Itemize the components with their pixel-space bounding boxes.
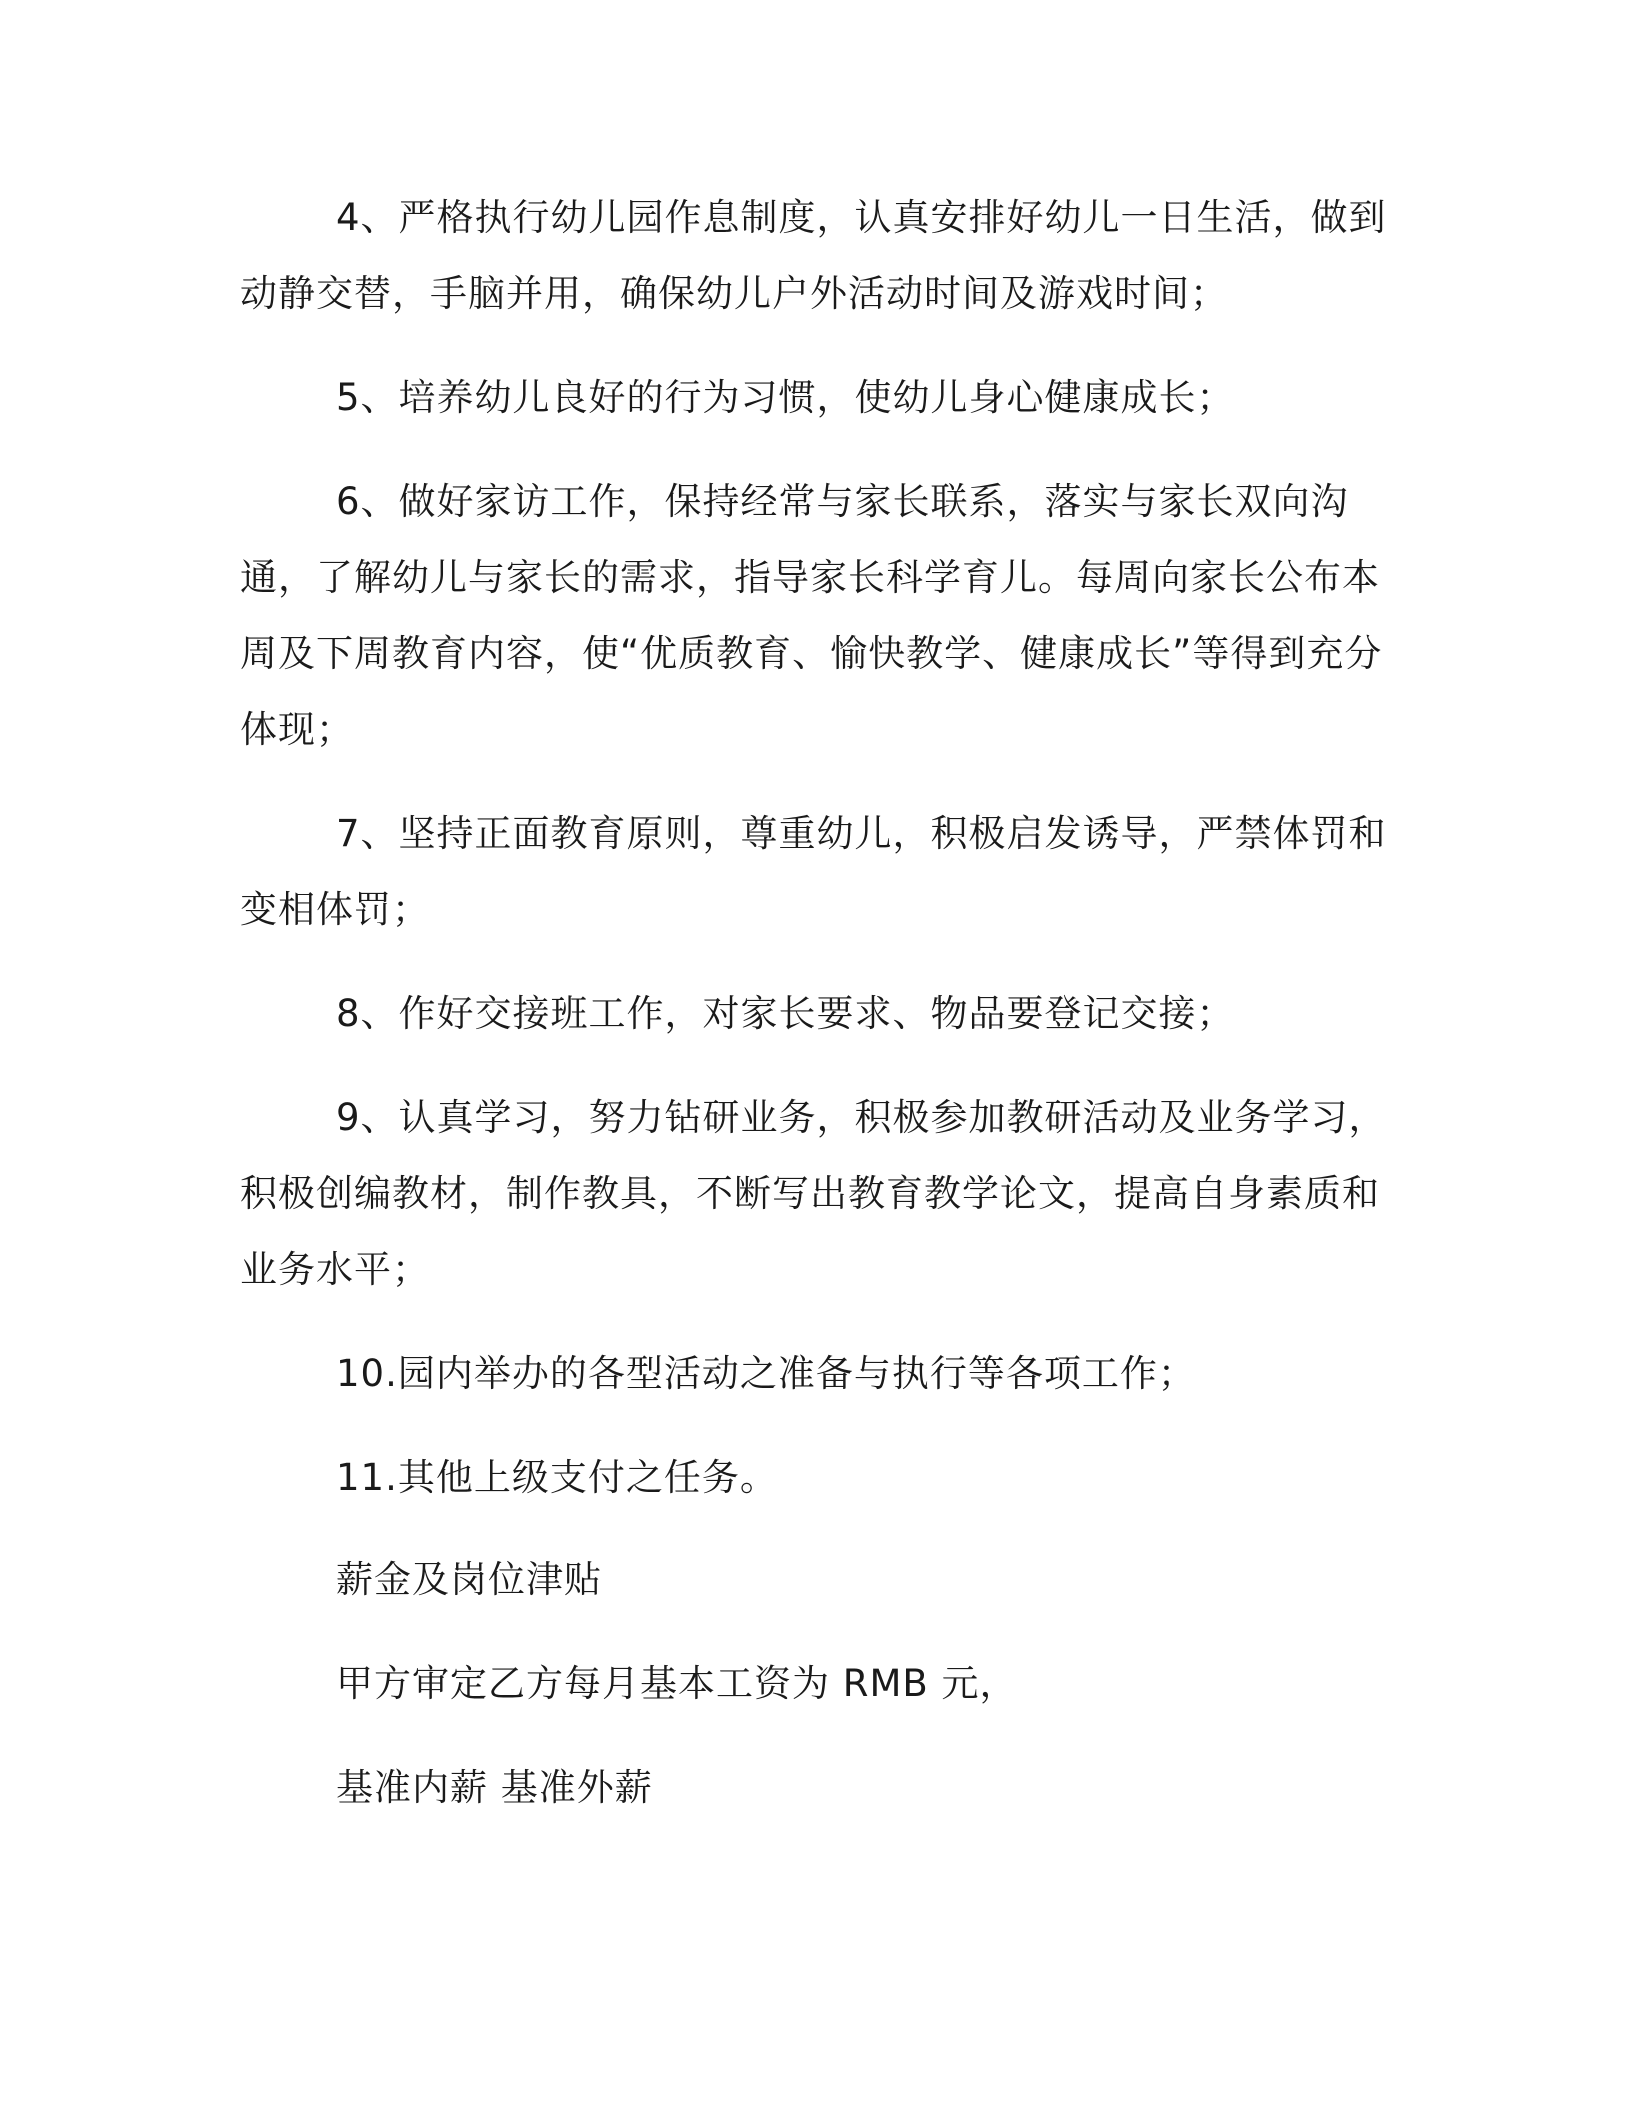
paragraph-item-6: 6、做好家访工作，保持经常与家长联系，落实与家长双向沟通，了解幼儿与家长的需求，指导家长科学育儿。每周向家长公布本周及下周教育内容，使“优质教育、愉快教学、健康成长”等得到充分体现； <box>240 480 1383 751</box>
paragraph-item-9: 9、认真学习，努力钻研业务，积极参加教研活动及业务学习，积极创编教材，制作教具，不断写出教育教学论文，提高自身素质和业务水平； <box>240 1096 1387 1291</box>
paragraph-item-11: 11.其他上级支付之任务。 <box>336 1456 778 1499</box>
paragraph-base-salary: 甲方审定乙方每月基本工资为 RMB 元， <box>336 1662 1018 1705</box>
paragraph-salary-types: 基准内薪 基准外薪 <box>336 1766 653 1809</box>
paragraph-item-7: 7、坚持正面教育原则，尊重幼儿，积极启发诱导，严禁体罚和变相体罚； <box>240 812 1387 931</box>
paragraph-item-8: 8、作好交接班工作，对家长要求、物品要登记交接； <box>336 992 1235 1035</box>
paragraph-item-5: 5、培养幼儿良好的行为习惯，使幼儿身心健康成长； <box>336 376 1235 419</box>
section-heading-salary: 薪金及岗位津贴 <box>336 1558 602 1601</box>
paragraph-item-10: 10.园内举办的各型活动之准备与执行等各项工作； <box>336 1352 1196 1395</box>
paragraph-item-4: 4、严格执行幼儿园作息制度，认真安排好幼儿一日生活，做到动静交替，手脑并用，确保幼儿户外活动时间及游戏时间； <box>240 196 1387 315</box>
